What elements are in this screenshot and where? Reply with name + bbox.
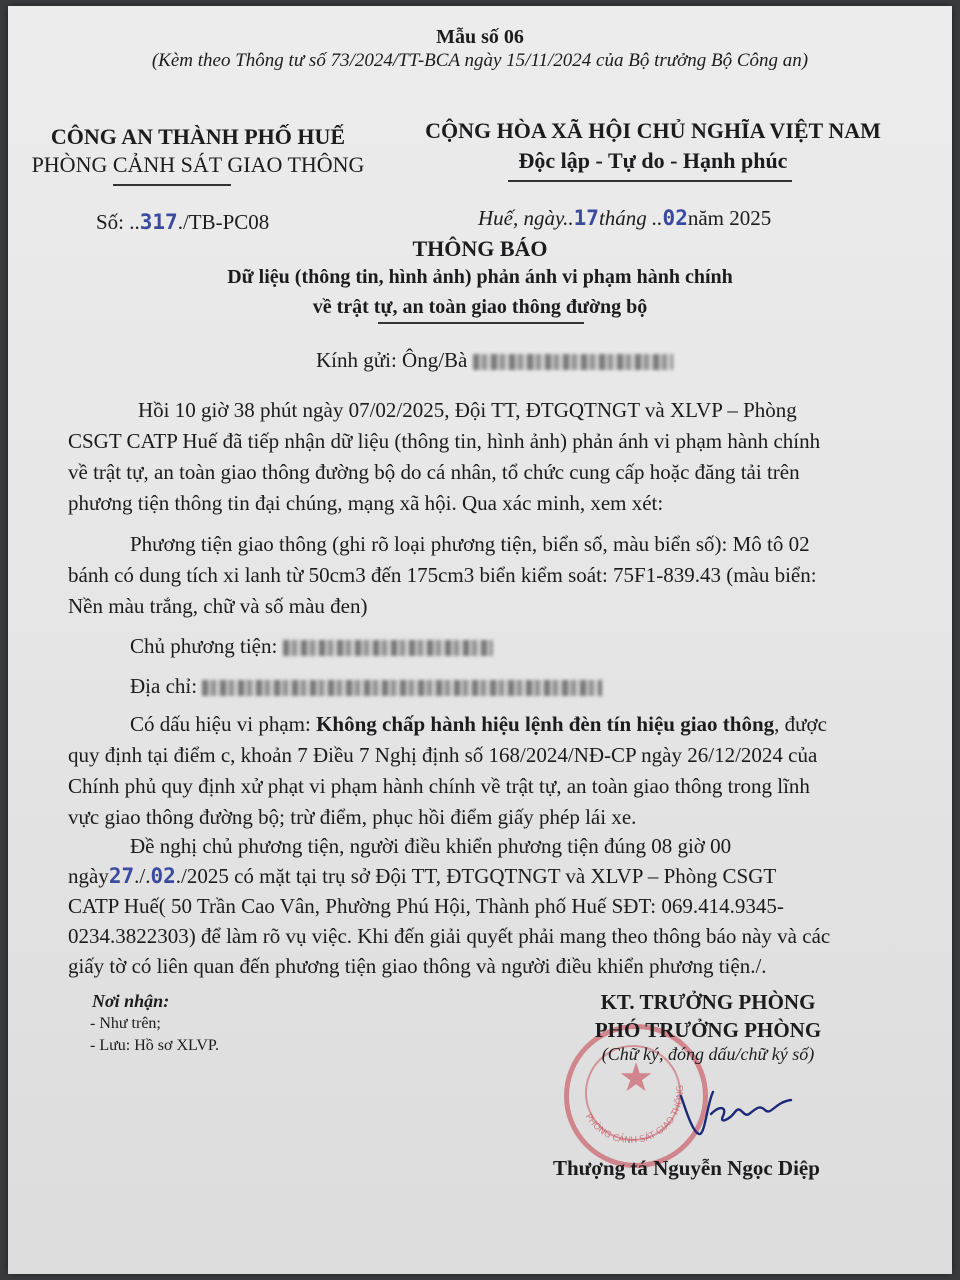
date-day: 17: [573, 206, 599, 230]
signature-authority: KT. TRƯỞNG PHÒNG: [600, 990, 816, 1014]
star-icon: ★: [618, 1055, 654, 1101]
document-subtitle-2: về trật tự, an toàn giao thông đường bộ: [312, 296, 648, 318]
date-prefix: Huế, ngày..: [478, 206, 574, 230]
stamp-text: PHÒNG CẢNH SÁT GIAO THÔNG: [582, 1084, 687, 1147]
motto-underline: [508, 180, 792, 182]
paragraph-3-line-2: quy định tại điểm c, khoản 7 Điều 7 Nghị định số 168/2024/NĐ-CP ngày 26/12/2024 của: [68, 743, 818, 767]
doc-no-prefix: Số: ..: [96, 210, 140, 234]
violation-text: Không chấp hành hiệu lệnh đèn tín hiệu giao thông: [316, 712, 775, 736]
appointment-rest: ./2025 có mặt tại trụ sở Đội TT, ĐTGQTNGT và XLVP – Phòng CSGT: [175, 864, 777, 888]
paragraph-1-line-3: về trật tự, an toàn giao thông đường bộ do cá nhân, tổ chức cung cấp hoặc đăng tải trên: [68, 460, 800, 484]
paragraph-2-line-1: Phương tiện giao thông (ghi rõ loại phương tiện, biển số, màu biển số): Mô tô 02: [130, 532, 810, 556]
document-title: THÔNG BÁO: [412, 236, 548, 261]
signature-position: PHÓ TRƯỞNG PHÒNG: [594, 1018, 822, 1042]
agency-parent: CÔNG AN THÀNH PHỐ HUẾ: [50, 124, 346, 149]
redacted-name: [473, 354, 673, 370]
document-page: [8, 6, 952, 1274]
signature-note: (Chữ ký, đóng dấu/chữ ký số): [601, 1044, 815, 1064]
appointment-day-label: ngày: [68, 864, 109, 888]
paragraph-1-line-2: CSGT CATP Huế đã tiếp nhận dữ liệu (thông tin, hình ảnh) phản ánh vi phạm hành chính: [68, 429, 821, 453]
appointment-day: 27: [108, 864, 135, 888]
paragraph-4-line-1: Đề nghị chủ phương tiện, người điều khiển phương tiện đúng 08 giờ 00: [130, 834, 732, 858]
country-name: CỘNG HÒA XÃ HỘI CHỦ NGHĨA VIỆT NAM: [425, 118, 881, 143]
violation-tail: , được: [774, 712, 827, 736]
appointment-sep: ./.: [134, 864, 151, 888]
owner-label: Chủ phương tiện:: [130, 634, 278, 658]
paragraph-3-line-3: Chính phủ quy định xử phạt vi phạm hành chính về trật tự, an toàn giao thông trong lĩnh: [68, 774, 810, 798]
date-month: 02: [662, 206, 688, 230]
recipient-item: - Lưu: Hồ sơ XLVP.: [90, 1037, 219, 1054]
paragraph-4-line-3: CATP Huế( 50 Trần Cao Vân, Phường Phú Hội, Thành phố Huế SĐT: 069.414.9345-: [68, 894, 784, 918]
agency-name: PHÒNG CẢNH SÁT GIAO THÔNG: [31, 152, 365, 177]
date-suffix: năm 2025: [687, 206, 772, 230]
redacted-owner: [283, 640, 493, 656]
greeting-label: Kính gửi: Ông/Bà: [316, 348, 468, 372]
recipient-item: - Như trên;: [90, 1015, 161, 1032]
paragraph-4-line-5: giấy tờ có liên quan đến phương tiện giao thông và người điều khiển phương tiện./.: [68, 954, 767, 978]
address-label: Địa chỉ:: [130, 674, 198, 698]
paragraph-1-line-1: Hồi 10 giờ 38 phút ngày 07/02/2025, Đội TT, ĐTGQTNGT và XLVP – Phòng: [138, 398, 797, 422]
recipients-label: Nơi nhận:: [92, 991, 170, 1011]
country-motto: Độc lập - Tự do - Hạnh phúc: [518, 148, 788, 173]
circular-note: (Kèm theo Thông tư số 73/2024/TT-BCA ngày 15/11/2024 của Bộ trưởng Bộ Công an): [151, 50, 809, 71]
paragraph-2-line-3: Nền màu trắng, chữ và số màu đen): [68, 594, 368, 618]
document-number: [96, 210, 269, 235]
address-row: [130, 674, 602, 699]
paragraph-3-line-1: [130, 712, 827, 737]
owner-row: [130, 634, 493, 659]
form-number: Mẫu số 06: [436, 26, 524, 48]
paragraph-1-line-4: phương tiện thông tin đại chúng, mạng xã hội. Qua xác minh, xem xét:: [68, 491, 664, 515]
date-mid: tháng ..: [598, 206, 663, 230]
handwritten-signature: [663, 1074, 803, 1144]
paragraph-3-line-4: vực giao thông đường bộ; trừ điểm, phục hồi điểm giấy phép lái xe.: [68, 805, 637, 829]
redacted-address: [202, 680, 602, 696]
greeting: [316, 348, 673, 373]
paragraph-4-line-2: [68, 864, 776, 889]
paragraph-4-line-4: 0234.3822303) để làm rõ vụ việc. Khi đến giải quyết phải mang theo thông báo này và các: [68, 924, 831, 948]
doc-no-suffix: ./TB-PC08: [177, 210, 270, 234]
doc-no-handwritten: 317: [139, 210, 178, 234]
paragraph-2-line-2: bánh có dung tích xi lanh từ 50cm3 đến 175cm3 biển kiểm soát: 75F1-839.43 (màu biển:: [68, 563, 817, 587]
violation-label: Có dấu hiệu vi phạm:: [130, 712, 317, 736]
document-date: [478, 206, 771, 231]
subtitle-underline: [378, 322, 584, 324]
document-subtitle-1: Dữ liệu (thông tin, hình ảnh) phản ánh vi phạm hành chính: [227, 266, 733, 288]
appointment-month: 02: [150, 864, 176, 888]
agency-underline: [113, 184, 231, 186]
signer-name: Thượng tá Nguyễn Ngọc Diệp: [553, 1156, 820, 1180]
